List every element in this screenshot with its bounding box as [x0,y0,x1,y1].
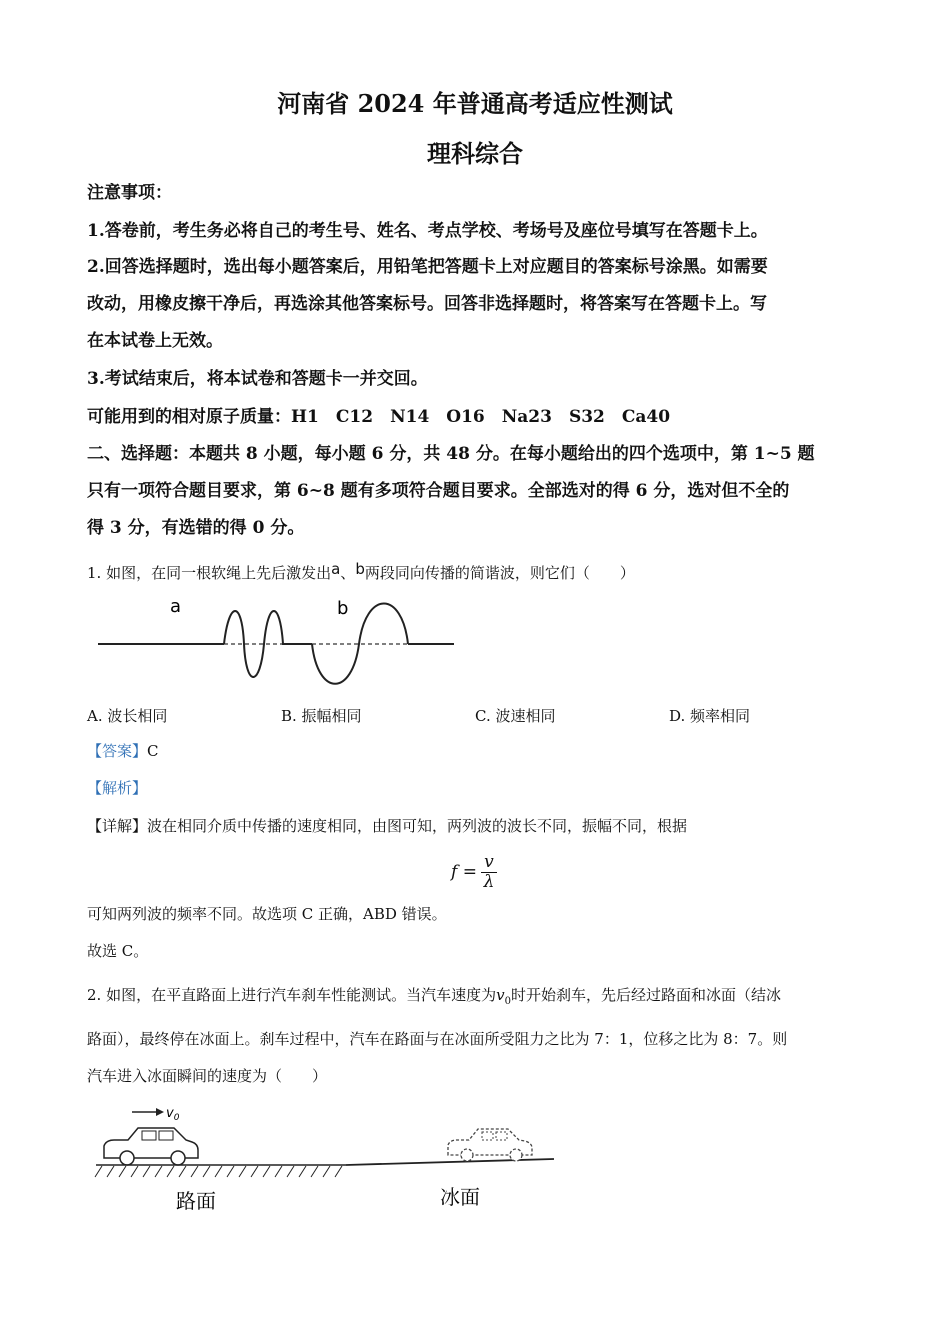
notice-item-2-line-1: 2.回答选择题时，选出每小题答案后，用铅笔把答题卡上对应题目的答案标号涂黑。如需要 [87,257,768,277]
notice-heading: 注意事项： [87,183,172,203]
formula-numerator: v [484,851,494,872]
question-2-line-2: 路面），最终停在冰面上。刹车过程中，汽车在路面与在冰面所受阻力之比为 7：1，位移之比为 8：7。则 [87,1030,788,1048]
question-1-stem-end: 两段同向传播的简谐波，则它们（ ） [364,564,635,582]
stopped-car-wheel [510,1149,522,1161]
answer-line [87,742,159,760]
section-instructions-line-3: 得 3 分，有选错的得 0 分。 [87,518,305,538]
wave-b-label: b [337,598,349,619]
answer-value: C [147,742,159,760]
option-a[interactable]: A. 波长相同 [87,707,168,725]
car-wheel [171,1151,185,1165]
wave-a [224,611,302,677]
notice-item-3: 3.考试结束后，将本试卷和答题卡一并交回。 [87,369,428,389]
arrow-head [156,1108,164,1116]
question-1-stem-start: 1. 如图，在同一根软绳上先后激发出 [87,564,332,582]
wave-figure [90,592,460,692]
road-hatching [95,1166,342,1177]
road-label: 路面 [176,1189,216,1213]
section-instructions-line-1: 二、选择题：本题共 8 小题，每小题 6 分，共 48 分。在每小题给出的四个选项中，第 1~5 题 [87,444,815,464]
stopped-car-wheel [461,1149,473,1161]
option-b[interactable]: B. 振幅相同 [281,707,362,725]
wave-a-symbol: a [331,560,341,578]
atomic-mass-line: 可能用到的相对原子质量：H1 C12 N14 O16 Na23 S32 Ca40 [87,407,671,427]
car-figure [92,1100,562,1215]
velocity-subscript: 0 [504,996,511,1007]
section-instructions-line-2: 只有一项符合题目要求，第 6~8 题有多项符合题目要求。全部选对的得 6 分，选对但不全的 [87,481,790,501]
question-2-line-3: 汽车进入冰面瞬间的速度为（ ） [87,1067,328,1085]
question-2-stem-start: 2. 如图，在平直路面上进行汽车刹车性能测试。当汽车速度为 [87,986,497,1004]
detail-text: 波在相同介质中传播的速度相同，由图可知，两列波的波长不同，振幅不同，根据 [147,817,688,835]
question-2-line-1 [87,986,781,1011]
wave-b-symbol: b [355,560,365,578]
stopped-car-window [482,1132,493,1140]
car-wheel [120,1151,134,1165]
notice-item-1: 1.答卷前，考生务必将自己的考生号、姓名、考点学校、考场号及座位号填写在答题卡上。 [87,221,768,241]
ice-surface [346,1159,554,1165]
velocity-label: $v_0$ [166,1106,180,1123]
detail-tag: 【详解】 [87,817,148,835]
answer-tag: 【答案】 [87,742,148,760]
page-title: 河南省 2024 年普通高考适应性测试 [277,89,673,118]
formula-denominator: λ [483,871,495,892]
analysis-tag: 【解析】 [87,779,148,797]
notice-item-2-line-2: 改动，用橡皮擦干净后，再选涂其他答案标号。回答非选择题时，将答案写在答题卡上。写 [87,294,767,314]
conclusion-text: 可知两列波的频率不同。故选项 C 正确，ABD 错误。 [87,905,447,923]
formula [451,850,497,894]
option-d[interactable]: D. 频率相同 [669,707,751,725]
notice-item-2-line-3: 在本试卷上无效。 [87,331,223,351]
formula-lhs: f = [451,862,477,882]
ice-label: 冰面 [440,1185,480,1209]
separator: 、 [340,564,356,582]
page-subtitle: 理科综合 [427,139,523,168]
formula-fraction [481,853,497,892]
choose-text: 故选 C。 [87,942,149,960]
velocity-symbol: v [496,986,505,1004]
question-2-stem-end: 时开始刹车，先后经过路面和冰面（结冰 [510,986,781,1004]
detail-line [87,817,687,835]
option-c[interactable]: C. 波速相同 [475,707,556,725]
stopped-car-window [496,1132,507,1140]
wave-a-label: a [170,596,182,617]
question-1-stem [87,560,635,582]
